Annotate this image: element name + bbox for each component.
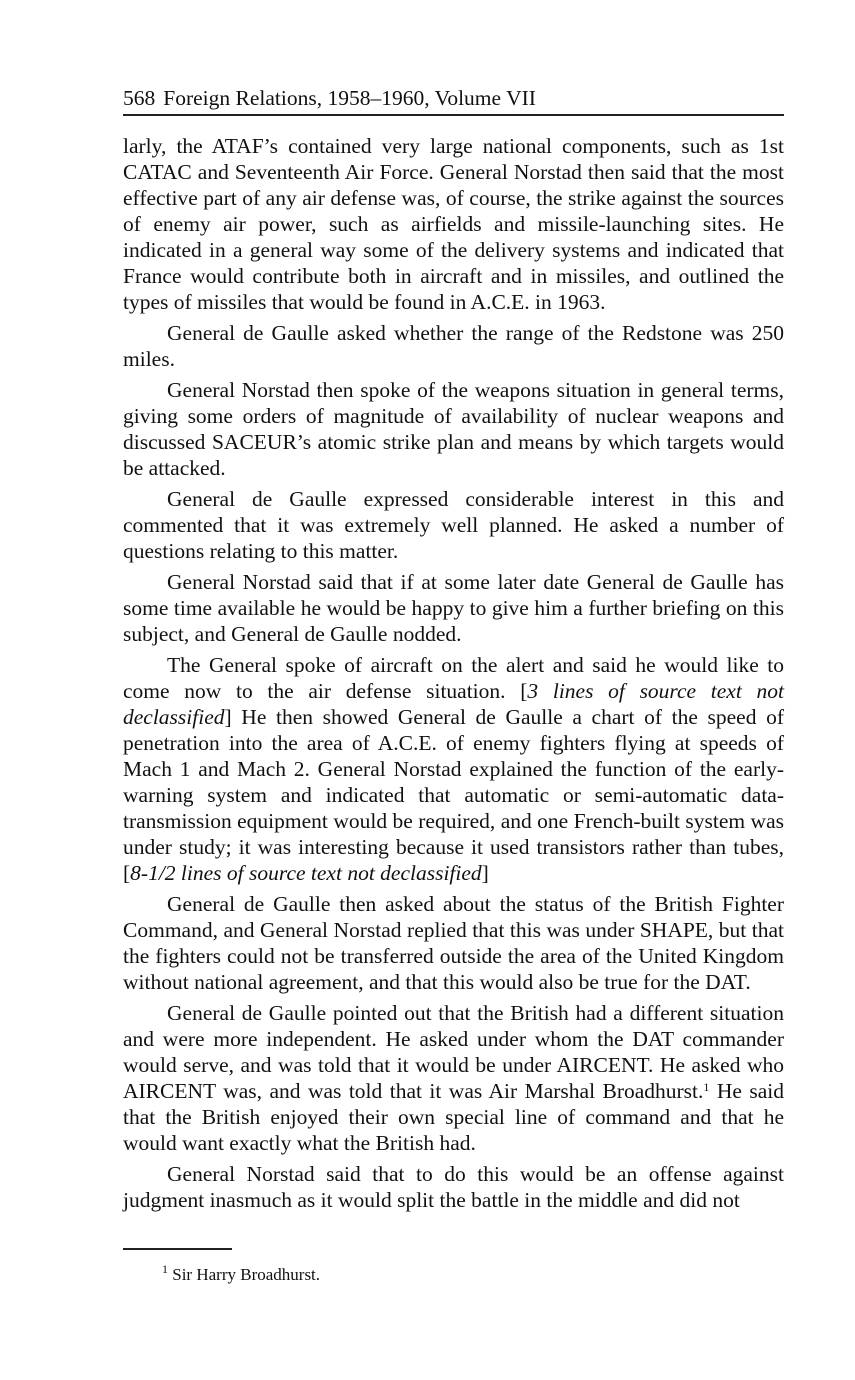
footnote-marker: 1 [162,1262,168,1276]
paragraph: General de Gaulle pointed out that the British had a different situation and were more independent. He asked under whom the DAT commander would serve, and was told that it would be under AIRCENT. He asked who AIRCENT was, and was told that it was Air Marshal Broadhurst.$^1$ He said that the British enjoyed their own special line of command and that he would want exactly what the British had. [123,1001,784,1155]
paragraph: General Norstad said that to do this would be an offense against judgment inasmuch as it would split the battle in the middle and did not [123,1162,784,1212]
body-text [123,133,784,1218]
editorial-note: 3 lines of source text not declassified [123,679,784,729]
footnote-text: Sir Harry Broadhurst. [168,1265,321,1284]
paragraph: larly, the ATAF’s contained very large national components, such as 1st CATAC and Seventeenth Air Force. General Norstad then said that the most effective part of any air defense was, of course, the strike against the sources of enemy air power, such as airfields and missile-launching sites. He indicated in a general way some of the delivery systems and indicated that France would contribute both in aircraft and in missiles, and outlined the types of missiles that would be found in A.C.E. in 1963. [123,134,784,314]
footnote-reference[interactable]: 1 [703,1080,710,1094]
paragraph: The General spoke of aircraft on the alert and said he would like to come now to the air defense situation. [3 lines of source text not declassified] He then showed General de Gaulle a chart of the speed of penetration into the area of A.C.E. of enemy fighters flying at speeds of Mach 1 and Mach 2. General Norstad explained the function of the early-warning system and indicated that automatic or semi-automatic data-transmission equipment would be required, and one French-built system was under study; it was interesting because it used transistors rather than tubes, [8-1/2 lines of source text not declassified] [123,653,784,885]
paragraph: General Norstad then spoke of the weapons situation in general terms, giving some orders of magnitude of availability of nuclear weapons and discussed SACEUR’s atomic strike plan and means by which targets would be attacked. [123,378,784,480]
footnote [162,1264,320,1286]
page-number: 568 [123,86,156,110]
paragraph: General de Gaulle asked whether the range of the Redstone was 250 miles. [123,321,784,371]
footnote-divider [123,1248,232,1250]
paragraph: General Norstad said that if at some later date General de Gaulle has some time available he would be happy to give him a further briefing on this subject, and General de Gaulle nodded. [123,570,784,646]
running-header [123,84,784,116]
editorial-note: 8-1/2 lines of source text not declassified [130,861,482,885]
paragraph: General de Gaulle expressed considerable interest in this and commented that it was extremely well planned. He asked a number of questions relating to this matter. [123,487,784,563]
paragraph: General de Gaulle then asked about the status of the British Fighter Command, and General Norstad replied that this was under SHAPE, but that the fighters could not be transferred outside the area of the United Kingdom without national agreement, and that this would also be true for the DAT. [123,892,784,994]
running-title: Foreign Relations, 1958–1960, Volume VII [163,86,536,110]
